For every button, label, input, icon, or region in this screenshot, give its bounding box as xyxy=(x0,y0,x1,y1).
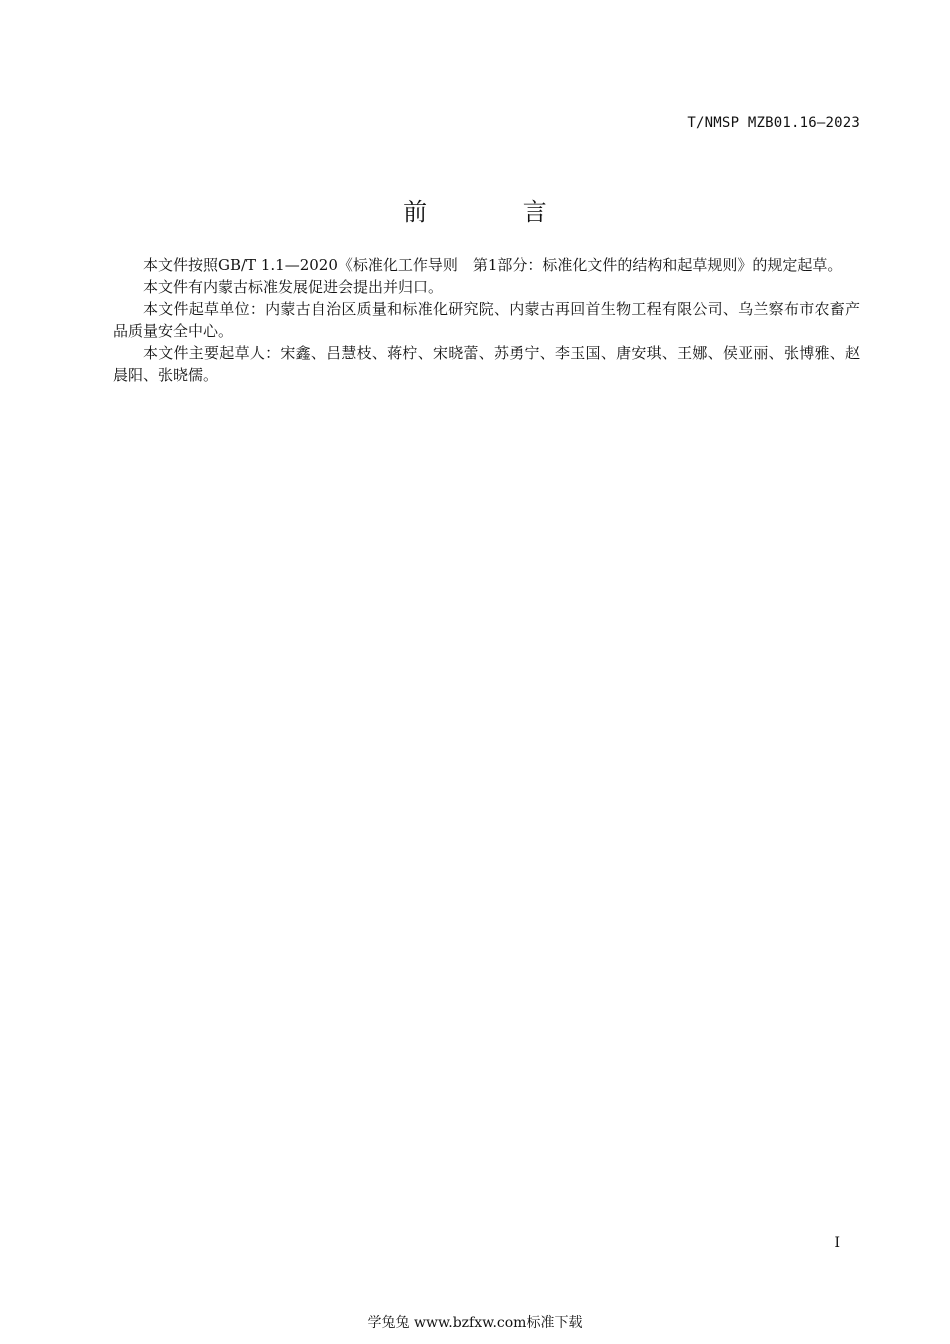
document-code: T/NMSP MZB01.16—2023 xyxy=(687,115,860,131)
foreword-body xyxy=(113,254,860,386)
paragraph-drafting-rules: 本文件按照GB/T 1.1—2020《标准化工作导则 第1部分：标准化文件的结构和起草规则》的规定起草。 xyxy=(143,256,843,274)
paragraph-drafters: 本文件主要起草人：宋鑫、吕慧枝、蒋柠、宋晓蕾、苏勇宁、李玉国、唐安琪、王娜、侯亚丽、张博雅、赵晨阳、张晓儒。 xyxy=(113,344,860,384)
page-title: 前 言 xyxy=(403,198,591,226)
paragraph-proposer: 本文件有内蒙古标准发展促进会提出并归口。 xyxy=(143,278,444,296)
page-number: I xyxy=(834,1235,840,1251)
paragraph-drafting-units: 本文件起草单位：内蒙古自治区质量和标准化研究院、内蒙古再回首生物工程有限公司、乌兰察布市农畜产品质量安全中心。 xyxy=(113,300,860,340)
footer-watermark: 学兔兔 www.bzfxw.com标准下载 xyxy=(367,1315,583,1331)
